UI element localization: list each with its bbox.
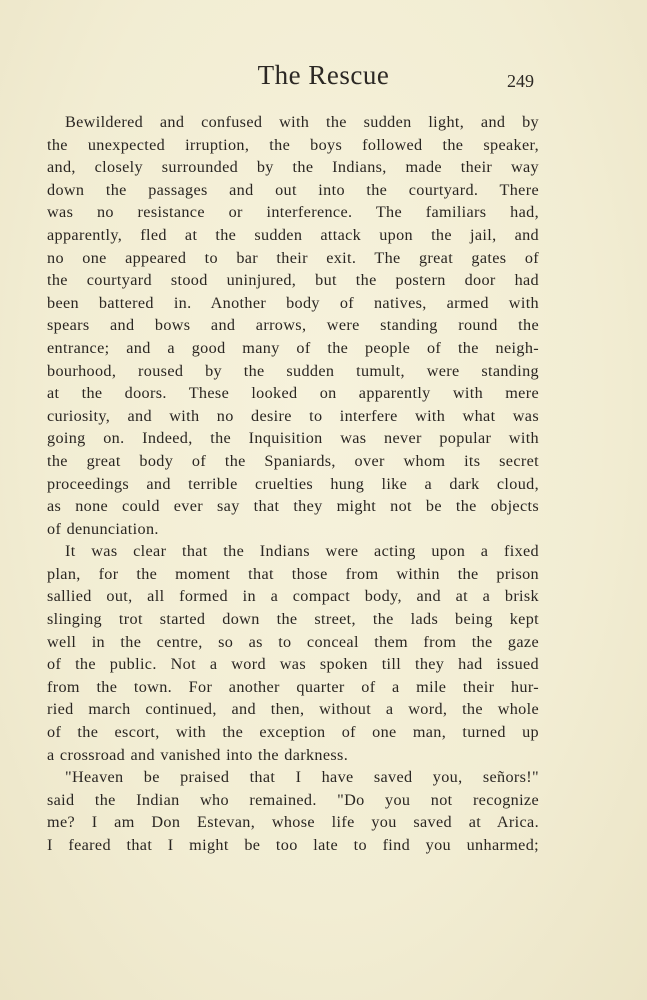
text-line: It was clear that the Indians were acting upon a fixed (65, 542, 539, 561)
text-line: of the escort, with the exception of one man, turned up (47, 723, 539, 742)
text-line: the great body of the Spaniards, over whom its secret (47, 451, 539, 470)
text-line: been battered in. Another body of natives, armed with (47, 293, 539, 312)
text-line: a crossroad and vanished into the darkness. (47, 745, 349, 764)
text-line: said the Indian who remained. "Do you not recognize (47, 790, 539, 809)
running-title: The Rescue (257, 60, 390, 90)
text-line: plan, for the moment that those from within the prison (47, 564, 539, 583)
text-line: of denunciation. (47, 519, 159, 538)
text-line: no one appeared to bar their exit. The great gates of (47, 248, 539, 267)
text-line: down the passages and out into the courtyard. There (47, 180, 539, 199)
text-line: Bewildered and confused with the sudden light, and by (65, 113, 539, 131)
text-line: was no resistance or interference. The familiars had, (47, 203, 539, 222)
text-line: of the public. Not a word was spoken till they had issued (47, 655, 539, 674)
text-line: from the town. For another quarter of a mile their hur- (47, 677, 539, 696)
text-line: "Heaven be praised that I have saved you, señors!" (65, 768, 539, 787)
text-line: curiosity, and with no desire to interfere with what was (47, 406, 539, 425)
page-header (0, 60, 647, 100)
text-line: well in the centre, so as to conceal them from the gaze (47, 632, 539, 651)
text-line: I feared that I might be too late to find you unharmed; (47, 836, 539, 854)
body-text (47, 111, 539, 857)
text-line: me? I am Don Estevan, whose life you saved at Arica. (47, 813, 539, 832)
text-line: apparently, fled at the sudden attack upon the jail, and (47, 225, 539, 244)
text-line: at the doors. These looked on apparently with mere (47, 384, 539, 403)
text-line: slinging trot started down the street, the lads being kept (47, 610, 539, 629)
text-line: going on. Indeed, the Inquisition was never popular with (47, 429, 539, 448)
text-line: entrance; and a good many of the people of the neigh- (47, 338, 539, 357)
text-line: bourhood, roused by the sudden tumult, were standing (47, 361, 539, 380)
text-line: ried march continued, and then, without a word, the whole (47, 700, 539, 719)
page-number: 249 (507, 71, 534, 91)
text-line: and, closely surrounded by the Indians, made their way (47, 158, 539, 177)
text-line: the courtyard stood uninjured, but the postern door had (47, 271, 539, 290)
text-line: as none could ever say that they might not be the objects (47, 497, 539, 516)
text-line: the unexpected irruption, the boys followed the speaker, (47, 135, 539, 154)
text-line: proceedings and terrible cruelties hung like a dark cloud, (47, 474, 539, 493)
text-line: spears and bows and arrows, were standing round the (47, 316, 539, 335)
text-line: sallied out, all formed in a compact body, and at a brisk (47, 587, 539, 606)
